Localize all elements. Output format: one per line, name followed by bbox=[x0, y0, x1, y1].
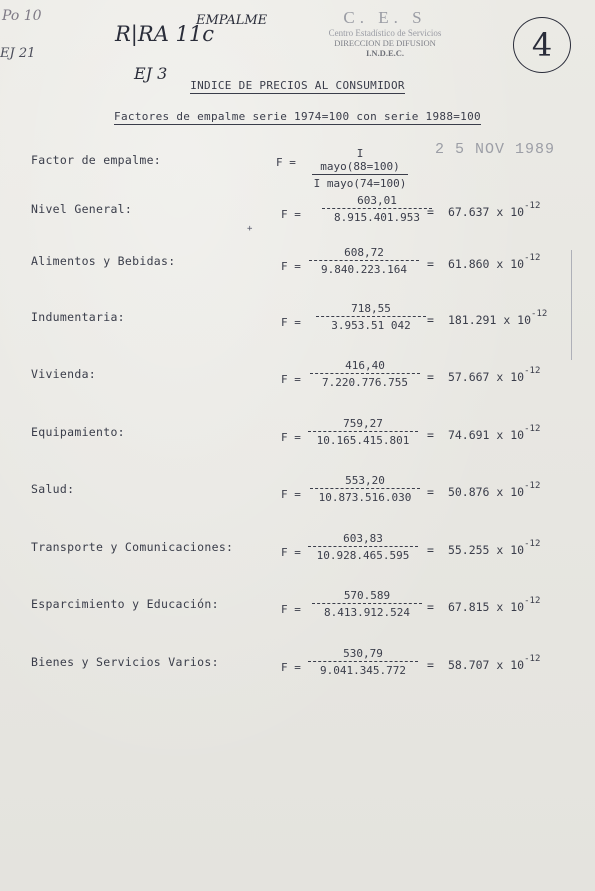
row-equals: = bbox=[427, 204, 434, 219]
row-result-value: 50.876 x 10 bbox=[447, 484, 525, 499]
row-result-value: 74.691 x 10 bbox=[447, 427, 525, 442]
row-result-exponent: -12 bbox=[524, 596, 541, 606]
row-numerator: 553,20 bbox=[310, 474, 420, 489]
row-result bbox=[427, 253, 541, 271]
handwritten-note: EMPALME bbox=[196, 13, 268, 28]
row-result bbox=[427, 309, 548, 327]
row-result bbox=[427, 654, 541, 672]
row-denominator: 9.041.345.772 bbox=[319, 664, 407, 677]
handwritten-code: R|RA 11c bbox=[115, 22, 215, 46]
row-f: F = bbox=[281, 260, 301, 273]
row-result-exponent: -12 bbox=[531, 309, 548, 319]
row-f: F = bbox=[281, 546, 301, 559]
row-result bbox=[427, 539, 541, 557]
stamp-acronym: C. E. S bbox=[343, 8, 427, 27]
row-denominator: 7.220.776.755 bbox=[321, 376, 409, 389]
row-fraction bbox=[308, 532, 418, 562]
factor-f: F = bbox=[276, 156, 296, 169]
page-number-circle bbox=[513, 17, 571, 73]
factor-fraction bbox=[312, 147, 408, 190]
row-result-exponent: -12 bbox=[524, 366, 541, 376]
corner-mark-side: EJ 21 bbox=[0, 46, 36, 61]
row-f: F = bbox=[281, 373, 301, 386]
row-f: F = bbox=[281, 488, 301, 501]
row-result bbox=[427, 424, 541, 442]
page-number: 4 bbox=[531, 26, 553, 64]
row-denominator: 10.873.516.030 bbox=[318, 491, 412, 504]
row-numerator: 530,79 bbox=[308, 647, 418, 662]
row-label: Vivienda: bbox=[31, 367, 97, 381]
row-numerator: 570.589 bbox=[312, 589, 422, 604]
row-f: F = bbox=[281, 208, 301, 221]
row-result bbox=[427, 201, 541, 219]
row-denominator: 3.953.51 042 bbox=[331, 319, 411, 332]
row-label: Alimentos y Bebidas: bbox=[31, 254, 176, 268]
row-result-value: 55.255 x 10 bbox=[447, 542, 525, 557]
row-result-value: 67.815 x 10 bbox=[447, 599, 525, 614]
row-result bbox=[427, 481, 541, 499]
row-label: Nivel General: bbox=[31, 202, 133, 216]
row-label: Indumentaria: bbox=[31, 310, 125, 324]
row-label: Bienes y Servicios Varios: bbox=[31, 655, 219, 669]
row-equals: = bbox=[427, 657, 434, 672]
row-label: Equipamiento: bbox=[31, 425, 125, 439]
row-result-exponent: -12 bbox=[524, 253, 541, 263]
row-fraction bbox=[310, 359, 420, 389]
factor-label: Factor de empalme: bbox=[31, 153, 162, 167]
stamp-line-3: I.N.D.E.C. bbox=[365, 48, 405, 58]
row-fraction bbox=[312, 589, 422, 619]
row-result-value: 181.291 x 10 bbox=[447, 312, 532, 327]
row-f: F = bbox=[281, 431, 301, 444]
row-numerator: 608,72 bbox=[309, 246, 419, 261]
row-result-value: 67.637 x 10 bbox=[447, 204, 525, 219]
row-fraction bbox=[322, 194, 432, 224]
row-equals: = bbox=[427, 427, 434, 442]
row-result-exponent: -12 bbox=[524, 424, 541, 434]
row-result-exponent: -12 bbox=[524, 539, 541, 549]
row-equals: = bbox=[427, 599, 434, 614]
row-result-exponent: -12 bbox=[524, 481, 541, 491]
margin-line bbox=[571, 250, 572, 360]
row-denominator: 9.840.223.164 bbox=[320, 263, 408, 276]
row-result-value: 58.707 x 10 bbox=[447, 657, 525, 672]
stamp-line-1: Centro Estadístico de Servicios bbox=[328, 28, 442, 38]
row-fraction bbox=[310, 474, 420, 504]
row-f: F = bbox=[281, 316, 301, 329]
row-equals: = bbox=[427, 542, 434, 557]
row-equals: = bbox=[427, 256, 434, 271]
row-result-exponent: -12 bbox=[524, 654, 541, 664]
row-label: Salud: bbox=[31, 482, 75, 496]
row-label: Esparcimiento y Educación: bbox=[31, 597, 219, 611]
date-stamp: 2 5 NOV 1989 bbox=[435, 141, 556, 158]
factor-numerator: I mayo(88=100) bbox=[312, 147, 408, 175]
document-title: INDICE DE PRECIOS AL CONSUMIDOR bbox=[190, 79, 405, 92]
row-result bbox=[427, 366, 541, 384]
row-numerator: 718,55 bbox=[316, 302, 426, 317]
row-fraction bbox=[308, 417, 418, 447]
handwritten-sub: EJ 3 bbox=[134, 64, 168, 83]
document-subtitle: Factores de empalme serie 1974=100 con serie 1988=100 bbox=[114, 110, 481, 123]
row-fraction bbox=[308, 647, 418, 677]
row-fraction bbox=[309, 246, 419, 276]
factor-denominator: I mayo(74=100) bbox=[313, 177, 407, 190]
stray-mark: + bbox=[247, 224, 253, 234]
row-f: F = bbox=[281, 603, 301, 616]
row-denominator: 10.928.465.595 bbox=[316, 549, 410, 562]
row-equals: = bbox=[427, 484, 434, 499]
row-fraction bbox=[316, 302, 426, 332]
row-equals: = bbox=[427, 369, 434, 384]
row-numerator: 603,83 bbox=[308, 532, 418, 547]
stamp-line-2: DIRECCION DE DIFUSION bbox=[334, 38, 436, 48]
row-denominator: 10.165.415.801 bbox=[316, 434, 410, 447]
row-result-exponent: -12 bbox=[524, 201, 541, 211]
row-f: F = bbox=[281, 661, 301, 674]
row-numerator: 603,01 bbox=[322, 194, 432, 209]
row-label: Transporte y Comunicaciones: bbox=[31, 540, 234, 554]
institution-stamp bbox=[300, 8, 470, 58]
row-denominator: 8.413.912.524 bbox=[323, 606, 411, 619]
row-result-value: 57.667 x 10 bbox=[447, 369, 525, 384]
row-result bbox=[427, 596, 541, 614]
row-result-value: 61.860 x 10 bbox=[447, 256, 525, 271]
row-denominator: 8.915.401.953 bbox=[333, 211, 421, 224]
row-equals: = bbox=[427, 312, 434, 327]
row-numerator: 759,27 bbox=[308, 417, 418, 432]
row-numerator: 416,40 bbox=[310, 359, 420, 374]
corner-mark-top-left: Po 10 bbox=[2, 8, 42, 24]
